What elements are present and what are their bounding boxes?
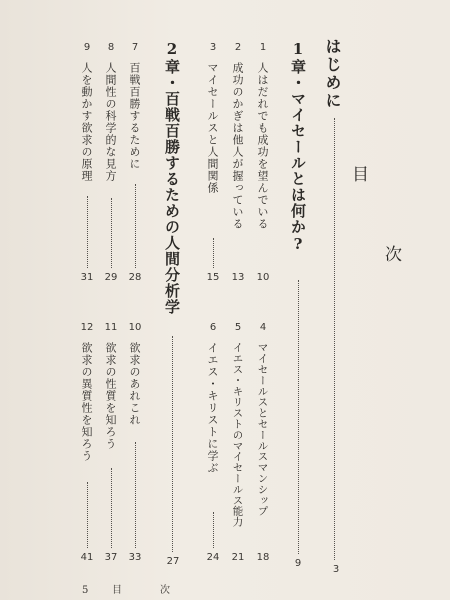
chapter1-label: 1章・マイセールとは何か? [289,40,307,254]
entry-text: 百戦百勝するために [128,62,141,170]
entry-page: 41 [80,552,94,563]
entry-num: 5 [234,322,242,333]
entry-leader-dots [87,482,88,548]
entry-text: 欲求の異質性を知ろう [80,342,93,462]
entry-page: 31 [80,272,94,283]
chapter1-page: 9 [294,558,302,569]
toc-title-char-2: 次 [385,245,402,265]
entry-page: 21 [231,552,245,563]
entry-text: 成功のかぎは他人が握っている [231,62,244,230]
entry-page: 28 [128,272,142,283]
entry-num: 4 [259,322,267,333]
entry-text: イエス・キリストのマイセールス能力 [231,342,244,528]
entry-leader-dots [135,442,136,548]
entry-num: 11 [104,322,118,333]
toc-title-char-1: 目 [352,165,369,185]
entry-page: 37 [104,552,118,563]
entry-num: 7 [131,42,139,53]
entry-page: 10 [256,272,270,283]
entry-text: 人間性の科学的な見方 [104,62,117,182]
entry-leader-dots [135,184,136,268]
entry-page: 18 [256,552,270,563]
entry-page: 24 [206,552,220,563]
entry-leader-dots [111,198,112,268]
entry-leader-dots [111,468,112,548]
entry-text: マイセールスと人間関係 [206,62,219,194]
entry-text: 人を動かす欲求の原理 [80,62,93,182]
chapter2-leader-dots [172,336,173,552]
entry-text: イエス・キリストに学ぶ [206,342,219,474]
entry-page: 15 [206,272,220,283]
entry-page: 13 [231,272,245,283]
entry-text: 人はだれでも成功を望んでいる [256,62,269,230]
entry-text: 欲求のあれこれ [128,342,141,426]
chapter2-page: 27 [166,556,180,567]
intro-leader-dots [334,118,335,560]
entry-num: 12 [80,322,94,333]
entry-num: 9 [83,42,91,53]
entry-leader-dots [213,512,214,548]
entry-num: 10 [128,322,142,333]
intro-label: はじめに [323,38,342,110]
entry-leader-dots [213,238,214,268]
entry-num: 8 [107,42,115,53]
entry-page: 33 [128,552,142,563]
chapter1-leader-dots [298,280,299,554]
entry-num: 2 [234,42,242,53]
entry-text: マイセールスとセールスマンシップ [256,342,269,517]
entry-text: 欲求の性質を知ろう [104,342,117,450]
intro-page: 3 [332,564,340,575]
entry-num: 1 [259,42,267,53]
entry-leader-dots [87,196,88,268]
footer-label: 目 次 [112,585,184,596]
footer-page-number: 5 [82,585,89,596]
entry-page: 29 [104,272,118,283]
entry-num: 3 [209,42,217,53]
entry-num: 6 [209,322,217,333]
chapter2-label: 2章・百戦百勝するための人間分析学 [163,40,181,315]
